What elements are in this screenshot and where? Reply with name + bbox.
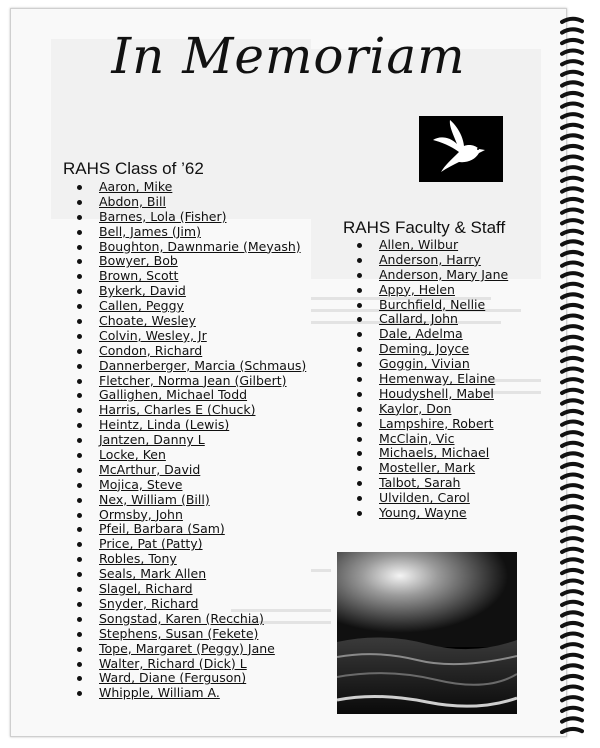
ocean-sky-graphic: [337, 552, 517, 714]
spiral-coil: [562, 178, 582, 181]
name-text: Young, Wayne: [379, 505, 467, 521]
spiral-coil: [562, 29, 582, 32]
name-list-item: [99, 478, 306, 493]
name-text: Jantzen, Danny L: [99, 432, 205, 448]
name-text: Fletcher, Norma Jean (Gilbert): [99, 372, 287, 388]
name-text: Bell, James (Jim): [99, 223, 201, 239]
spiral-coil: [562, 263, 582, 266]
name-list-item: [99, 493, 306, 508]
spiral-coil: [562, 358, 582, 361]
spiral-coil: [562, 326, 582, 329]
spiral-coil: [562, 390, 582, 393]
name-list-item: [99, 597, 306, 612]
name-list-item: [379, 476, 508, 491]
name-text: Bowyer, Bob: [99, 253, 178, 269]
spiral-coil: [562, 400, 582, 403]
name-text: Choate, Wesley: [99, 313, 196, 329]
name-text: Abdon, Bill: [99, 193, 166, 209]
name-list-item: [99, 374, 306, 389]
name-text: McArthur, David: [99, 461, 201, 477]
name-list-item: [379, 417, 508, 432]
name-text: Callard, John: [379, 311, 458, 327]
name-list-item: [379, 283, 508, 298]
spiral-coil: [562, 453, 582, 456]
name-list-item: [99, 671, 306, 686]
name-list-item: [99, 195, 306, 210]
name-list-item: [379, 387, 508, 402]
name-list-item: [99, 508, 306, 523]
spiral-coil: [562, 199, 582, 202]
spiral-coil: [562, 485, 582, 488]
spiral-coil: [562, 496, 582, 499]
name-list-item: [379, 298, 508, 313]
name-text: Goggin, Vivian: [379, 356, 470, 372]
name-list-item: [99, 299, 306, 314]
name-list-item: [379, 327, 508, 342]
name-list-item: [99, 418, 306, 433]
spiral-coil: [562, 411, 582, 414]
name-text: McClain, Vic: [379, 430, 455, 446]
name-text: Deming, Joyce: [379, 341, 470, 357]
name-list-item: [99, 314, 306, 329]
name-list-item: [99, 240, 306, 255]
name-list-item: [379, 461, 508, 476]
spiral-coil: [562, 591, 582, 594]
spiral-coil: [562, 697, 582, 700]
spiral-coil: [562, 210, 582, 213]
name-list-item: [379, 491, 508, 506]
name-text: Pfeil, Barbara (Sam): [99, 521, 225, 537]
name-list-item: [99, 567, 306, 582]
name-list-item: [99, 582, 306, 597]
spiral-coil: [562, 51, 582, 54]
name-text: Bykerk, David: [99, 283, 186, 299]
name-list-item: [99, 359, 306, 374]
name-list-item: [99, 522, 306, 537]
spiral-coil: [562, 125, 582, 128]
spiral-coil: [562, 220, 582, 223]
name-text: Anderson, Mary Jane: [379, 266, 509, 282]
spiral-coil: [562, 644, 582, 647]
name-text: Seals, Mark Allen: [99, 566, 207, 582]
spiral-coil: [562, 146, 582, 149]
name-text: Robles, Tony: [99, 551, 177, 567]
spiral-coil: [562, 316, 582, 319]
spiral-coils: [560, 14, 584, 734]
name-text: Callen, Peggy: [99, 298, 184, 314]
spiral-coil: [562, 422, 582, 425]
name-list-item: [99, 627, 306, 642]
spiral-coil: [562, 623, 582, 626]
name-list-item: [99, 552, 306, 567]
spiral-coil: [562, 294, 582, 297]
spiral-coil: [562, 718, 582, 721]
name-list-item: [99, 657, 306, 672]
spiral-coil: [562, 379, 582, 382]
name-list-item: [379, 268, 508, 283]
name-list-item: [99, 433, 306, 448]
spiral-coil: [562, 475, 582, 478]
class-heading: RAHS Class of ’62: [63, 159, 204, 178]
name-list-item: [99, 448, 306, 463]
class-name-list: [99, 180, 306, 701]
name-list-item: [99, 225, 306, 240]
name-list-item: [99, 388, 306, 403]
name-list-item: [99, 329, 306, 344]
spiral-coil: [562, 369, 582, 372]
name-text: Locke, Ken: [99, 447, 166, 463]
name-text: Colvin, Wesley, Jr: [99, 327, 207, 343]
name-text: Mojica, Steve: [99, 476, 183, 492]
name-list-item: [379, 446, 508, 461]
spiral-coil: [562, 559, 582, 562]
name-list-item: [99, 463, 306, 478]
name-list-item: [99, 612, 306, 627]
name-text: Walter, Richard (Dick) L: [99, 655, 247, 671]
name-list-item: [99, 686, 306, 701]
name-list-item: [379, 357, 508, 372]
name-text: Houdyshell, Mabel: [379, 385, 494, 401]
spiral-coil: [562, 231, 582, 234]
name-text: Hemenway, Elaine: [379, 371, 496, 387]
spiral-coil: [562, 538, 582, 541]
spiral-coil: [562, 72, 582, 75]
faculty-heading: RAHS Faculty & Staff: [343, 218, 506, 237]
name-list-item: [99, 344, 306, 359]
name-list-item: [379, 506, 508, 521]
name-text: Aaron, Mike: [99, 179, 173, 194]
spiral-coil: [562, 347, 582, 350]
name-text: Gallighen, Michael Todd: [99, 387, 248, 403]
name-text: Anderson, Harry: [379, 251, 481, 267]
name-text: Appy, Helen: [379, 281, 455, 297]
spiral-coil: [562, 517, 582, 520]
spiral-coil: [562, 135, 582, 138]
spiral-coil: [562, 114, 582, 117]
spiral-coil: [562, 581, 582, 584]
spiral-coil: [562, 634, 582, 637]
spiral-coil: [562, 40, 582, 43]
bleed-through-line: [311, 569, 331, 572]
name-list-item: [99, 180, 306, 195]
spiral-coil: [562, 528, 582, 531]
name-list-item: [99, 254, 306, 269]
spiral-coil: [562, 157, 582, 160]
spiral-coil: [562, 61, 582, 64]
spiral-coil: [562, 676, 582, 679]
name-text: Lampshire, Robert: [379, 415, 494, 431]
page-title: In Memoriam: [111, 27, 466, 85]
name-text: Ormsby, John: [99, 506, 183, 522]
spiral-coil: [562, 252, 582, 255]
name-text: Dannerberger, Marcia (Schmaus): [99, 357, 307, 373]
spiral-coil: [562, 612, 582, 615]
dove-icon: [419, 116, 503, 182]
name-text: Price, Pat (Patty): [99, 536, 203, 552]
name-list-item: [379, 432, 508, 447]
spiral-coil: [562, 241, 582, 244]
name-text: Ulvilden, Carol: [379, 490, 470, 506]
name-text: Whipple, William A.: [99, 685, 220, 701]
name-text: Allen, Wilbur: [379, 237, 459, 252]
name-text: Boughton, Dawnmarie (Meyash): [99, 238, 301, 254]
name-text: Tope, Margaret (Peggy) Jane: [99, 640, 275, 656]
spiral-coil: [562, 432, 582, 435]
name-text: Talbot, Sarah: [379, 475, 461, 491]
name-text: Ward, Diane (Ferguson): [99, 670, 247, 686]
name-list-item: [379, 372, 508, 387]
spiral-coil: [562, 687, 582, 690]
name-list-item: [99, 403, 306, 418]
name-text: Condon, Richard: [99, 342, 203, 358]
spiral-coil: [562, 305, 582, 308]
ocean-sky-photo: [337, 552, 517, 714]
name-text: Michaels, Michael: [379, 445, 490, 461]
dove-graphic: [419, 116, 503, 182]
name-list-item: [99, 642, 306, 657]
name-text: Kaylor, Don: [379, 400, 452, 416]
name-list-item: [99, 284, 306, 299]
spiral-coil: [562, 602, 582, 605]
name-text: Stephens, Susan (Fekete): [99, 625, 259, 641]
spiral-coil: [562, 506, 582, 509]
name-text: Heintz, Linda (Lewis): [99, 417, 230, 433]
name-list-item: [379, 312, 508, 327]
spiral-coil: [562, 188, 582, 191]
spiral-coil: [562, 464, 582, 467]
name-text: Snyder, Richard: [99, 595, 199, 611]
name-text: Harris, Charles E (Chuck): [99, 402, 256, 418]
name-list-item: [99, 210, 306, 225]
spiral-coil: [562, 549, 582, 552]
name-list-item: [379, 342, 508, 357]
name-text: Mosteller, Mark: [379, 460, 476, 476]
spiral-coil: [562, 93, 582, 96]
name-list-item: [379, 238, 508, 253]
spiral-coil: [562, 284, 582, 287]
name-text: Burchfield, Nellie: [379, 296, 486, 312]
name-list-item: [99, 537, 306, 552]
spiral-coil: [562, 708, 582, 711]
spiral-coil: [562, 665, 582, 668]
spiral-coil: [562, 443, 582, 446]
name-list-item: [379, 253, 508, 268]
name-text: Dale, Adelma: [379, 326, 463, 342]
spiral-coil: [562, 337, 582, 340]
spiral-coil: [562, 19, 582, 22]
name-text: Slagel, Richard: [99, 581, 193, 597]
name-text: Songstad, Karen (Recchia): [99, 610, 264, 626]
faculty-name-list: [379, 238, 508, 521]
name-list-item: [99, 269, 306, 284]
spiral-coil: [562, 729, 582, 732]
name-text: Nex, William (Bill): [99, 491, 210, 507]
name-text: Barnes, Lola (Fisher): [99, 208, 227, 224]
memorial-page: [10, 8, 567, 737]
name-list-item: [379, 402, 508, 417]
spiral-coil: [562, 82, 582, 85]
spiral-coil: [562, 273, 582, 276]
spiral-coil: [562, 655, 582, 658]
spiral-binding: [560, 14, 584, 734]
name-text: Brown, Scott: [99, 268, 179, 284]
spiral-coil: [562, 104, 582, 107]
spiral-coil: [562, 570, 582, 573]
spiral-coil: [562, 167, 582, 170]
